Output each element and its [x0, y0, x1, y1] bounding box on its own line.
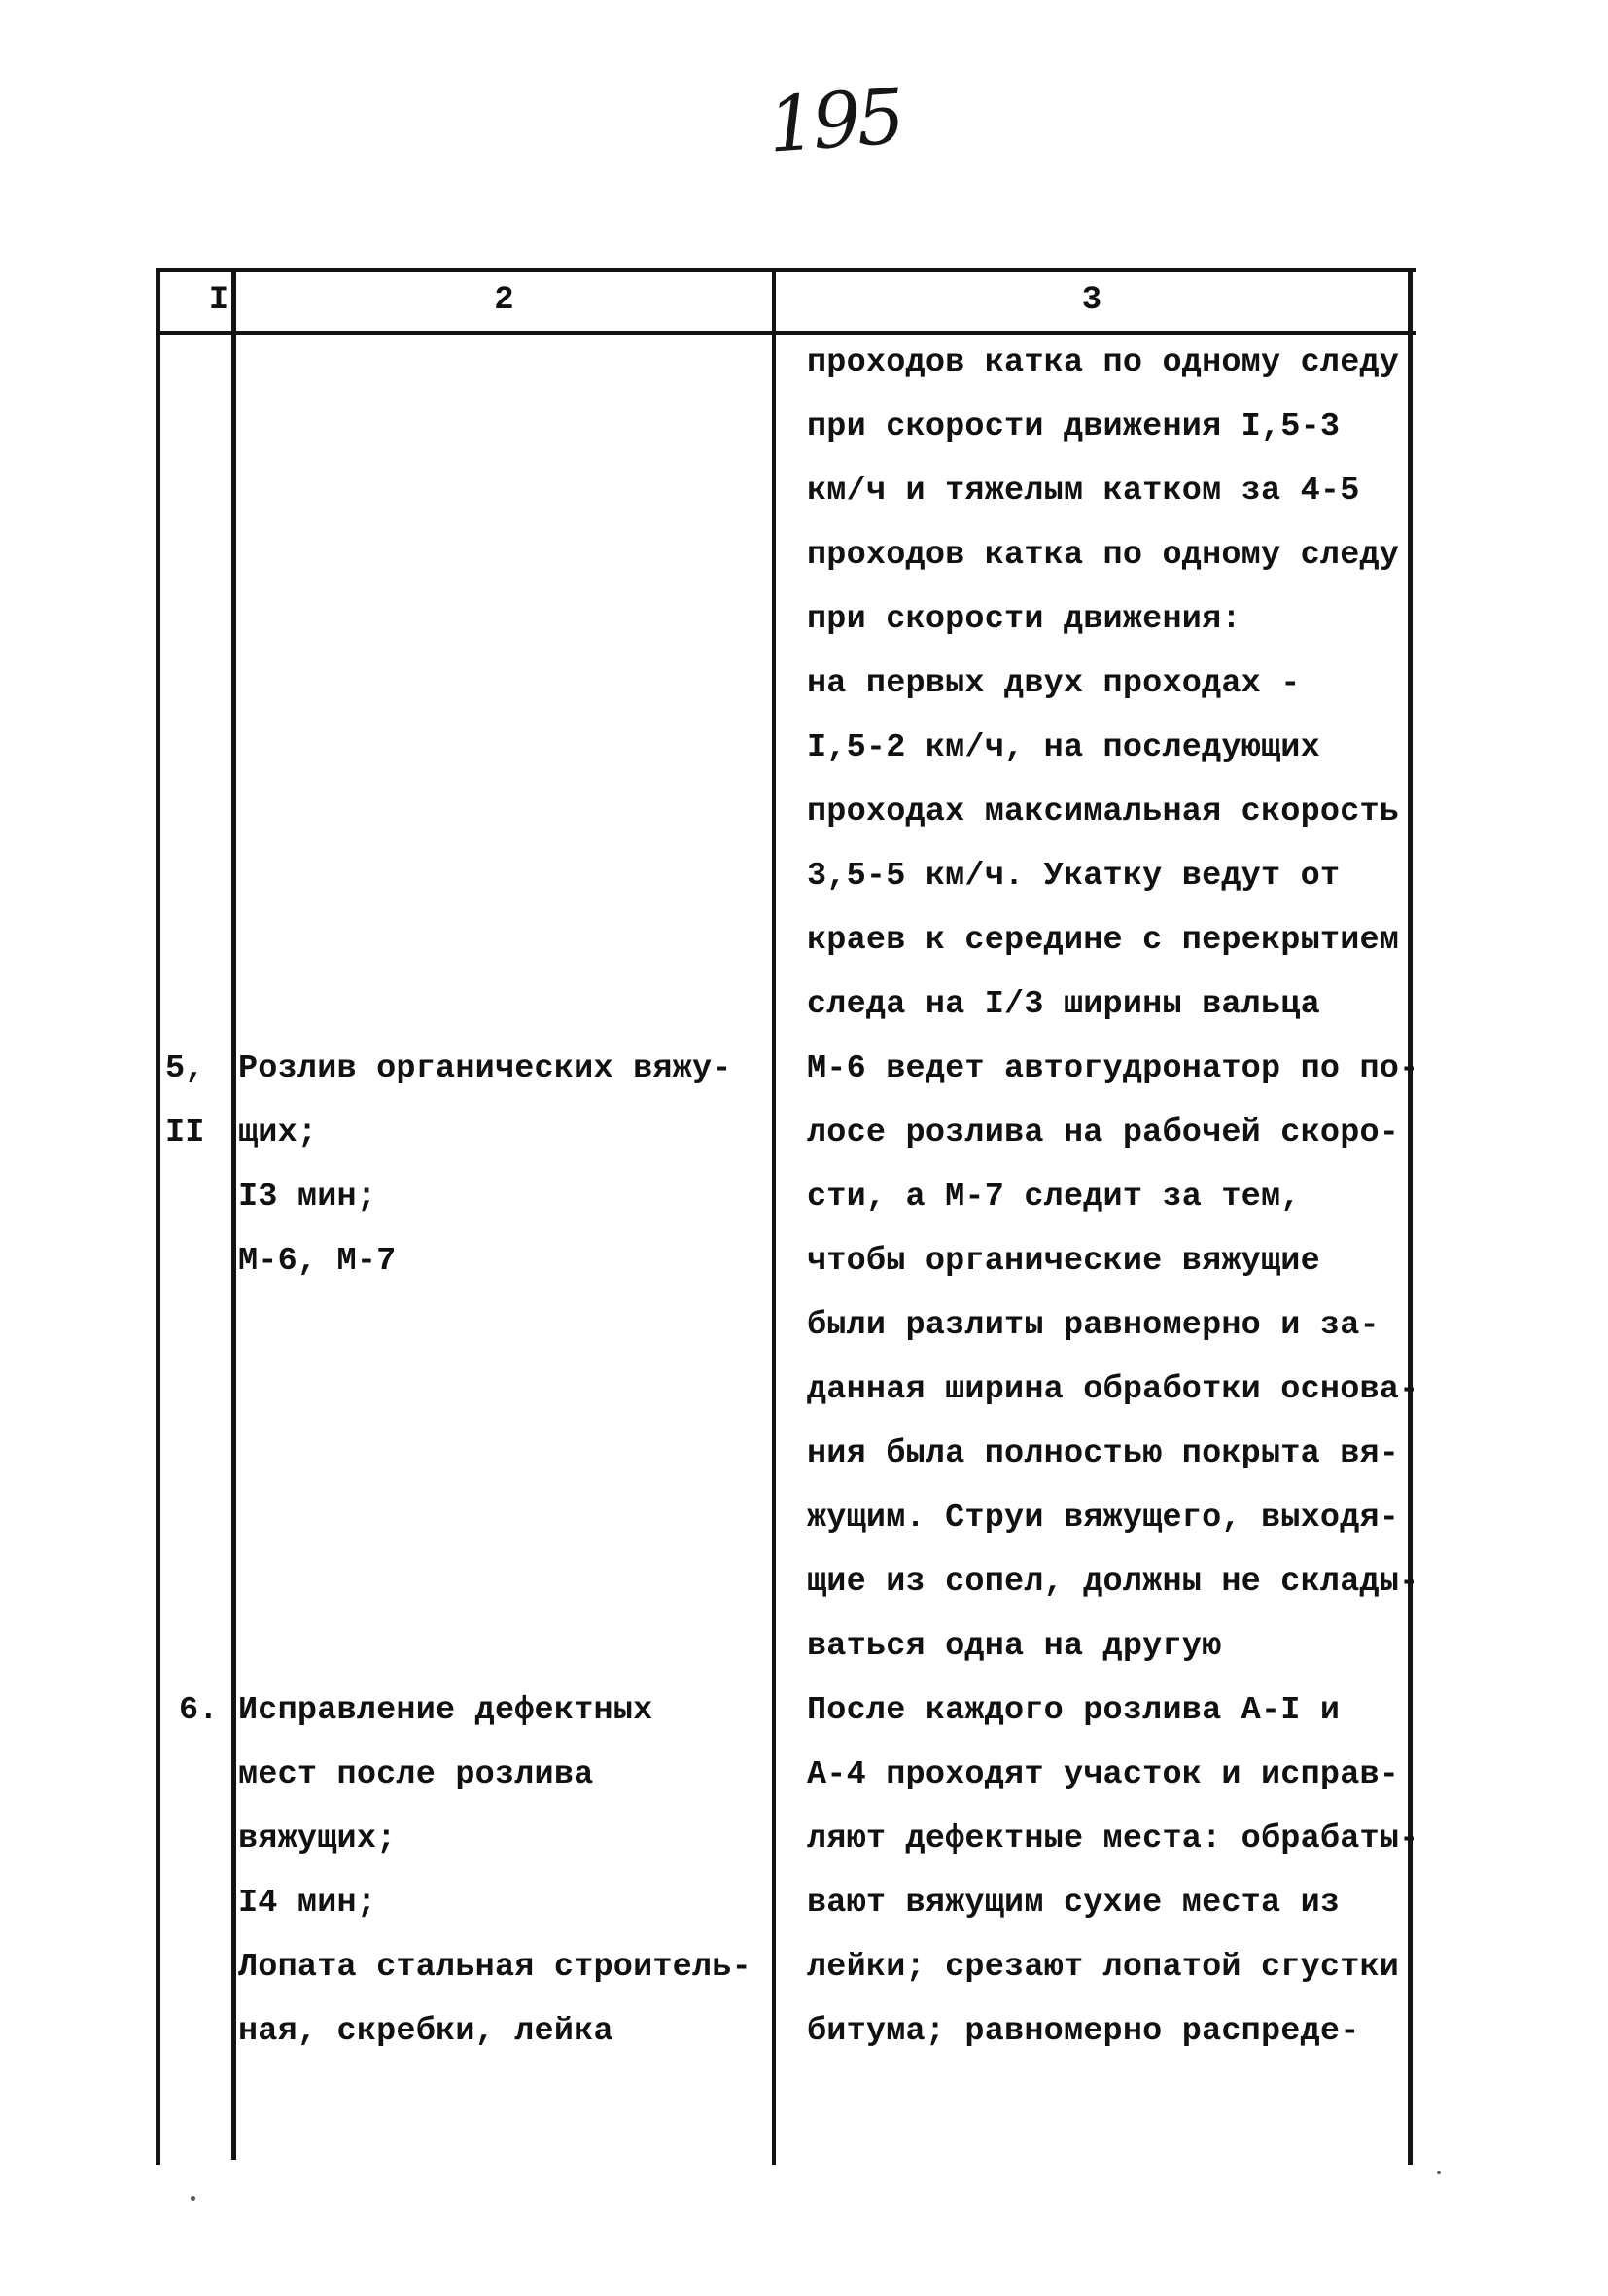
description-line: ния была полностью покрыта вя- — [807, 1435, 1400, 1472]
header-col-3: 3 — [1081, 282, 1102, 319]
operation-line: щих; — [238, 1114, 318, 1151]
operation-line: вяжущих; — [238, 1820, 397, 1857]
description-line: чтобы органические вяжущие — [807, 1243, 1320, 1280]
continuation-line: 3,5-5 км/ч. Укатку ведут от — [807, 858, 1341, 895]
header-col-2: 2 — [494, 282, 514, 319]
description-line: После каждого розлива А-I и — [807, 1692, 1341, 1729]
description-line: А-4 проходят участок и исправ- — [807, 1756, 1400, 1793]
row-number: 5, — [165, 1050, 205, 1087]
page-number: 195 — [765, 73, 904, 170]
description-line: ваться одна на другую — [807, 1628, 1222, 1665]
operation-line: Исправление дефектных — [238, 1692, 653, 1729]
description-line: вают вяжущим сухие места из — [807, 1885, 1341, 1922]
work-table — [156, 268, 1419, 2165]
continuation-line: следа на I/3 ширины вальца — [807, 986, 1320, 1023]
operation-tools: Лопата стальная строитель- — [238, 1949, 752, 1986]
description-line: М-6 ведет автогудронатор по по- — [807, 1050, 1419, 1087]
operation-line: мест после розлива — [238, 1756, 594, 1793]
column-divider-1 — [231, 268, 236, 2160]
continuation-line: проходов катка по одному следу — [807, 537, 1400, 574]
table-right-border — [1408, 268, 1413, 2165]
continuation-line: краев к середине с перекрытием — [807, 922, 1400, 959]
row-number-suffix: II — [165, 1114, 205, 1151]
operation-performers: М-6, М-7 — [238, 1243, 397, 1280]
description-line: ляют дефектные места: обрабаты- — [807, 1820, 1419, 1857]
continuation-line: при скорости движения: — [807, 601, 1241, 638]
operation-duration: I4 мин; — [238, 1885, 377, 1922]
continuation-line: проходах максимальная скорость — [807, 794, 1400, 830]
operation-duration: I3 мин; — [238, 1179, 377, 1216]
table-left-border — [156, 268, 160, 2165]
description-line: лейки; срезают лопатой сгустки — [807, 1949, 1400, 1986]
continuation-line: км/ч и тяжелым катком за 4-5 — [807, 473, 1360, 510]
continuation-line: проходов катка по одному следу — [807, 344, 1400, 381]
continuation-line: на первых двух проходах - — [807, 665, 1301, 702]
scan-speck — [1437, 2171, 1441, 2174]
description-line: лосе розлива на рабочей скоро- — [807, 1114, 1400, 1151]
row-number: 6. — [179, 1692, 219, 1729]
column-divider-2 — [772, 268, 776, 2165]
operation-line: Розлив органических вяжу- — [238, 1050, 732, 1087]
operation-tools: ная, скребки, лейка — [238, 2013, 613, 2050]
header-col-1: I — [208, 282, 229, 319]
continuation-line: I,5-2 км/ч, на последующих — [807, 729, 1320, 766]
description-line: щие из сопел, должны не склады- — [807, 1564, 1419, 1601]
description-line: битума; равномерно распреде- — [807, 2013, 1360, 2050]
description-line: были разлиты равномерно и за- — [807, 1307, 1380, 1344]
continuation-line: при скорости движения I,5-3 — [807, 408, 1341, 445]
description-line: жущим. Струи вяжущего, выходя- — [807, 1500, 1400, 1537]
scan-speck — [191, 2196, 195, 2201]
description-line: данная ширина обработки основа- — [807, 1371, 1419, 1408]
description-line: сти, а М-7 следит за тем, — [807, 1179, 1301, 1216]
